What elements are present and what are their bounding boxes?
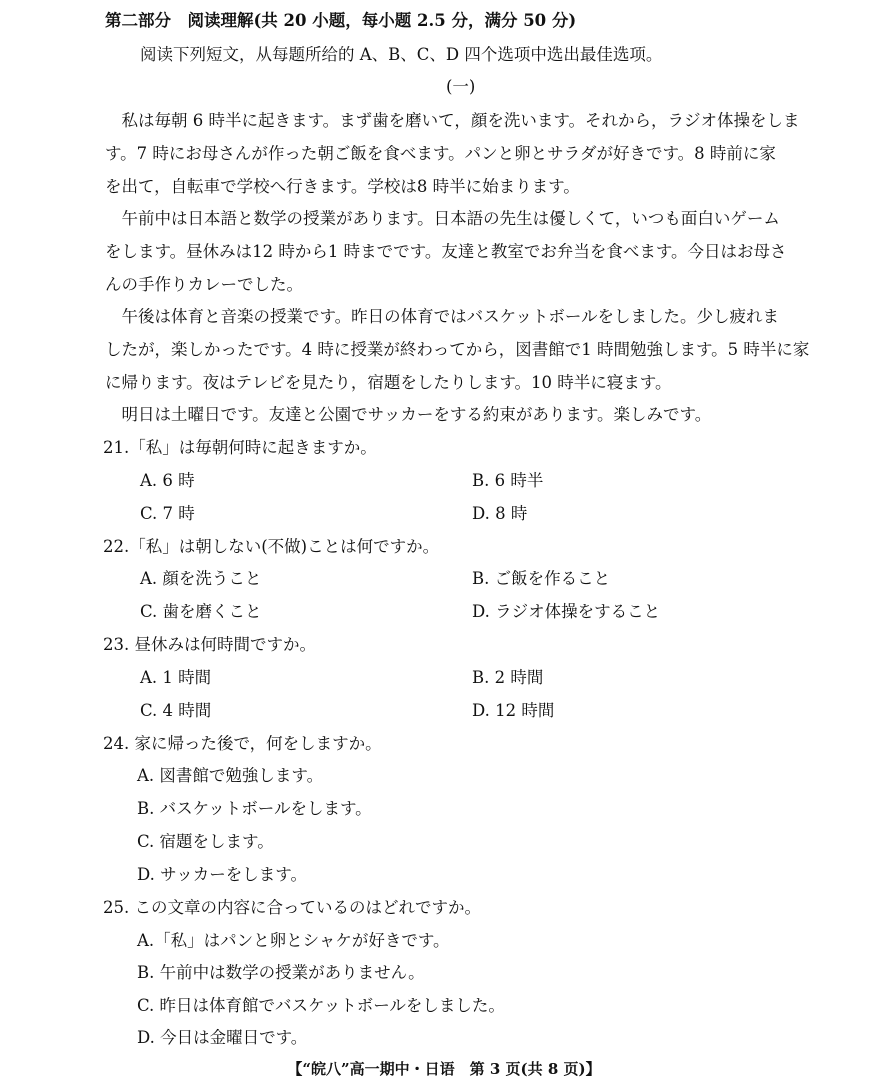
option-d[interactable]: D. 12 時間 [472,701,555,720]
option-b[interactable]: B. ご飯を作ること [472,569,611,588]
option-c[interactable]: C. 7 時 [140,504,195,523]
passage-number: (一) [446,77,476,96]
option-a[interactable]: A. 1 時間 [140,668,212,687]
question-stem: 25. この文章の内容に合っているのはどれですか。 [103,898,481,917]
section-instruction: 阅读下列短文，从每题所给的 A、B、C、D 四个选项中选出最佳选项。 [140,45,663,64]
question-stem: 22.「私」は朝しない(不做)ことは何ですか。 [103,537,440,556]
option-a[interactable]: A.「私」はパンと卵とシャケが好きです。 [137,931,450,950]
passage-line: んの手作りカレーでした。 [105,275,303,294]
option-d[interactable]: D. ラジオ体操をすること [472,602,661,621]
option-c[interactable]: C. 歯を磨くこと [140,602,262,621]
option-c[interactable]: C. 宿題をします。 [137,832,274,851]
option-b[interactable]: B. 6 時半 [472,471,544,490]
option-a[interactable]: A. 顔を洗うこと [140,569,262,588]
option-c[interactable]: C. 4 時間 [140,701,212,720]
option-b[interactable]: B. バスケットボールをします。 [137,799,372,818]
passage-line: を出て，自転車で学校へ行きます。学校は8 時半に始まります。 [105,177,580,196]
option-d[interactable]: D. 今日は金曜日です。 [137,1028,308,1047]
option-b[interactable]: B. 2 時間 [472,668,544,687]
passage-line: 私は毎朝 6 時半に起きます。まず歯を磨いて，顔を洗います。それから，ラジオ体操をしま [105,111,800,130]
page-footer: 【“皖八”高一期中・日语 第 3 页(共 8 页)】 [287,1060,601,1078]
passage-line: 明日は土曜日です。友達と公園でサッカーをする約束があります。楽しみです。 [105,405,712,424]
passage-line: したが，楽しかったです。4 時に授業が終わってから，図書館で1 時間勉強します。5 時半に家 [105,340,810,359]
question-stem: 23. 昼休みは何時間ですか。 [103,635,316,654]
passage-line: に帰ります。夜はテレビを見たり，宿題をしたりします。10 時半に寝ます。 [105,373,672,392]
passage-line: 午前中は日本語と数学の授業があります。日本語の先生は優しくて，いつも面白いゲーム [105,209,780,228]
passage-line: す。7 時にお母さんが作った朝ご飯を食べます。パンと卵とサラダが好きです。8 時前に家 [105,144,776,163]
question-stem: 24. 家に帰った後で，何をしますか。 [103,734,382,753]
option-c[interactable]: C. 昨日は体育館でバスケットボールをしました。 [137,996,505,1015]
passage-line: をします。昼休みは12 時から1 時までです。友達と教室でお弁当を食べます。今日はお母さ [105,242,787,261]
option-d[interactable]: D. サッカーをします。 [137,865,307,884]
section-heading: 第二部分 阅读理解(共 20 小题，每小题 2.5 分，满分 50 分) [105,11,577,30]
option-d[interactable]: D. 8 時 [472,504,528,523]
passage-line: 午後は体育と音楽の授業です。昨日の体育ではバスケットボールをしました。少し疲れま [105,307,780,326]
option-a[interactable]: A. 6 時 [140,471,195,490]
option-a[interactable]: A. 図書館で勉強します。 [137,766,324,785]
option-b[interactable]: B. 午前中は数学の授業がありません。 [137,963,425,982]
question-stem: 21.「私」は毎朝何時に起きますか。 [103,438,377,457]
